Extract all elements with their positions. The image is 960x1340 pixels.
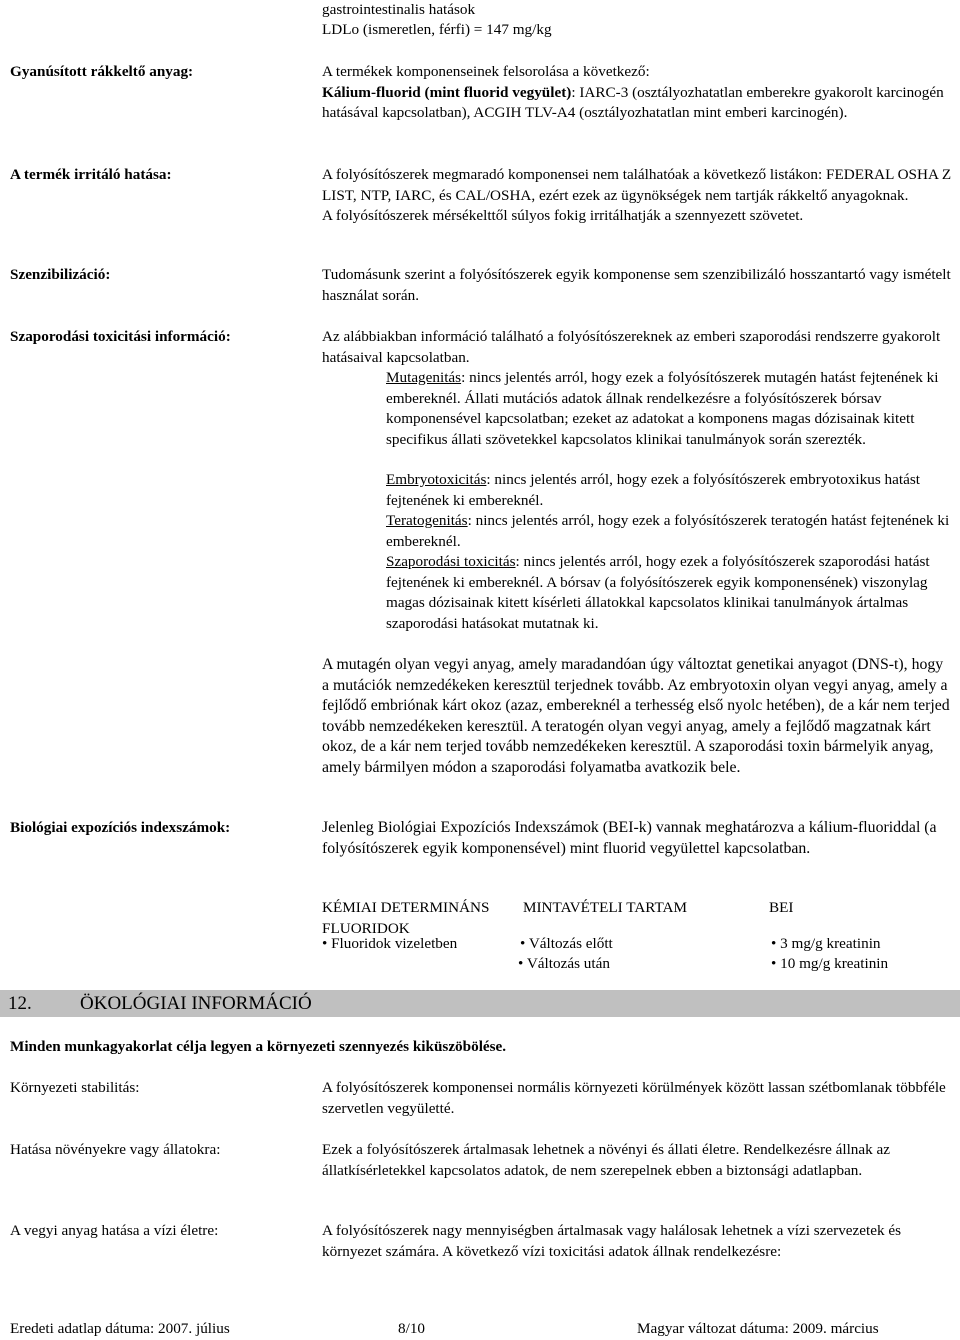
- carcinogen-intro: A termékek komponenseinek felsorolása a következő:: [322, 63, 650, 80]
- footer-translation-date: Magyar változat dátuma: 2009. március: [637, 1320, 879, 1337]
- reproductive-item-embryotoxicity: [386, 470, 954, 511]
- section-number: 12.: [8, 993, 32, 1014]
- item-text: : nincs jelentés arról, hogy ezek a folyósítószerek embryotoxikus hatást fejtenének ki embereknél.: [386, 471, 920, 509]
- reproductive-item-mutagenicity: [386, 368, 954, 450]
- bei-table-cell-after: • Változás után: [518, 955, 610, 972]
- bei-text: Jelenleg Biológiai Expozíciós Indexszámok (BEI-k) vannak meghatározva a kálium-fluoriddal (a folyósítószerek egyik komponensével) mint fluorid vegyülettel kapcsolatban.: [322, 819, 937, 857]
- reproductive-definitions: A mutagén olyan vegyi anyag, amely maradandóan úgy változtat genetikai anyagot (DNS-t), hogy a mutációk nemzedékeken keresztül terjednek tovább. Az embryotoxin olyan vegyi anyag, amely a fejlődő embriónak kárt okoz (azaz, embereknél a terhesség első nyolc hetében), de a kár nem terjed tovább nemzedékeken keresztül. A teratogén olyan vegyi anyag, amely a fejlődő magzatnak kárt okoz, de a kár nem terjed tovább nemzedékeken keresztül. A szaporodási toxin bármelyik anyag, amely bármilyen módon a szaporodási folyamatba avatkozik bele.: [322, 656, 950, 776]
- bei-header-fluorides: FLUORIDOK: [322, 919, 410, 937]
- irritant-text-1: A folyósítószerek megmaradó komponensei nem találhatóak a következő listákon: FEDERAL OSHA Z LIST, NTP, IARC, és CAL/OSHA, ezért ezek az ügynökségek nem tartják rákkeltő anyagoknak.: [322, 166, 952, 204]
- section-title: ÖKOLÓGIAI INFORMÁCIÓ: [80, 993, 312, 1014]
- reproductive-label: Szaporodási toxicitási információ:: [10, 328, 231, 345]
- bei-table-cell-value-1: • 3 mg/g kreatinin: [771, 935, 881, 952]
- item-term: Embryotoxicitás: [386, 471, 487, 488]
- carcinogen-detail: [322, 83, 952, 124]
- item-term: Teratogenitás: [386, 512, 468, 529]
- bei-table-cell-value-2: • 10 mg/g kreatinin: [771, 955, 889, 972]
- bei-table-header-bei: BEI: [769, 899, 794, 916]
- item-text: : nincs jelentés arról, hogy ezek a folyósítószerek szaporodási hatást fejtenének ki embereknél. A bórsav (a folyósítószerek egyik komponensének) viszonylag magas dózisainak kitett kísérleti állatokkal kapcsolatos klinikai tanulmányok ártalmas szaporodási hatásokat mutatnak ki.: [386, 553, 930, 632]
- irritant-text: [322, 165, 952, 227]
- plants-label: Hatása növényekre vagy állatokra:: [10, 1141, 221, 1158]
- continuation-line-2: LDLo (ismeretlen, férfi) = 147 mg/kg: [322, 21, 552, 38]
- reproductive-item-teratogenicity: [386, 511, 954, 552]
- sensitization-text: Tudomásunk szerint a folyósítószerek egyik komponense sem szenzibilizáló hosszantartó vagy ismételt használat során.: [322, 266, 951, 304]
- section-12-subtitle: Minden munkagyakorlat célja legyen a környezeti szennyezés kiküszöbölése.: [10, 1038, 507, 1055]
- section-12-header: [0, 990, 960, 1017]
- bei-table-cell-before: • Változás előtt: [520, 935, 613, 952]
- item-text: : nincs jelentés arról, hogy ezek a folyósítószerek mutagén hatást fejtenének ki embereknél. Állati mutációs adatok állnak rendelkezésre a folyósítószerek bórsav komponensével kapcsolatban; ezeket az adatokat a komponens magas dózisainak kitett specifikus állati szövetekkel kapcsolatos klinikai tanulmányok során szerezték.: [386, 369, 939, 448]
- reproductive-item-reproductive-toxicity: [386, 552, 954, 634]
- bei-label: Biológiai expozíciós indexszámok:: [10, 819, 231, 836]
- water-text: A folyósítószerek nagy mennyiségben ártalmasak vagy halálosak lehetnek a vízi szervezetek és környezet számára. A következő vízi toxicitási adatok állnak rendelkezésre:: [322, 1222, 902, 1260]
- irritant-label: A termék irritáló hatása:: [10, 166, 172, 183]
- bei-header-determinant: KÉMIAI DETERMINÁNS: [322, 899, 490, 916]
- footer-page-number: 8/10: [398, 1320, 426, 1337]
- water-label: A vegyi anyag hatása a vízi életre:: [10, 1222, 219, 1239]
- carcinogen-rest: : IARC-3 (osztályozhatatlan emberekre gyakorolt karcinogén hatásával kapcsolatban), ACGIH TLV-A4 (osztályozhatatlan mint emberi karcinogén).: [322, 83, 944, 121]
- footer-original-date: Eredeti adatlap dátuma: 2007. július: [10, 1320, 230, 1337]
- stability-label: Környezeti stabilitás:: [10, 1079, 140, 1096]
- item-text: : nincs jelentés arról, hogy ezek a folyósítószerek teratogén hatást fejtenének ki embereknél.: [386, 512, 950, 550]
- irritant-text-2: A folyósítószerek mérsékelttől súlyos fokig irritálhatják a szennyezett szövetet.: [322, 207, 804, 224]
- reproductive-intro: Az alábbiakban információ található a folyósítószereknek az emberi szaporodási rendszerre gyakorolt hatásaival kapcsolatban.: [322, 328, 941, 366]
- continuation-line-1: gastrointestinalis hatások: [322, 1, 476, 18]
- item-term: Mutagenitás: [386, 369, 462, 386]
- sensitization-label: Szenzibilizáció:: [10, 266, 111, 283]
- item-term: Szaporodási toxicitás: [386, 553, 516, 570]
- stability-text: A folyósítószerek komponensei normális környezeti körülmények között lassan szétbomlanak többféle szervetlen vegyületté.: [322, 1079, 946, 1117]
- bei-table-header-determinant: [322, 898, 489, 939]
- bei-table-header-sampling: MINTAVÉTELI TARTAM: [523, 899, 688, 916]
- carcinogen-label: Gyanúsított rákkeltő anyag:: [10, 63, 194, 80]
- bei-table-cell-determinant: • Fluoridok vizeletben: [322, 935, 458, 952]
- carcinogen-text: [322, 62, 952, 124]
- plants-text: Ezek a folyósítószerek ártalmasak lehetnek a növényi és állati életre. Rendelkezésre állnak az állatkísérletekkel kapcsolatos adatok, de nem szerepelnek ebben a biztonsági adatlapban.: [322, 1141, 890, 1179]
- carcinogen-bold: Kálium-fluorid (mint fluorid vegyület): [322, 83, 572, 101]
